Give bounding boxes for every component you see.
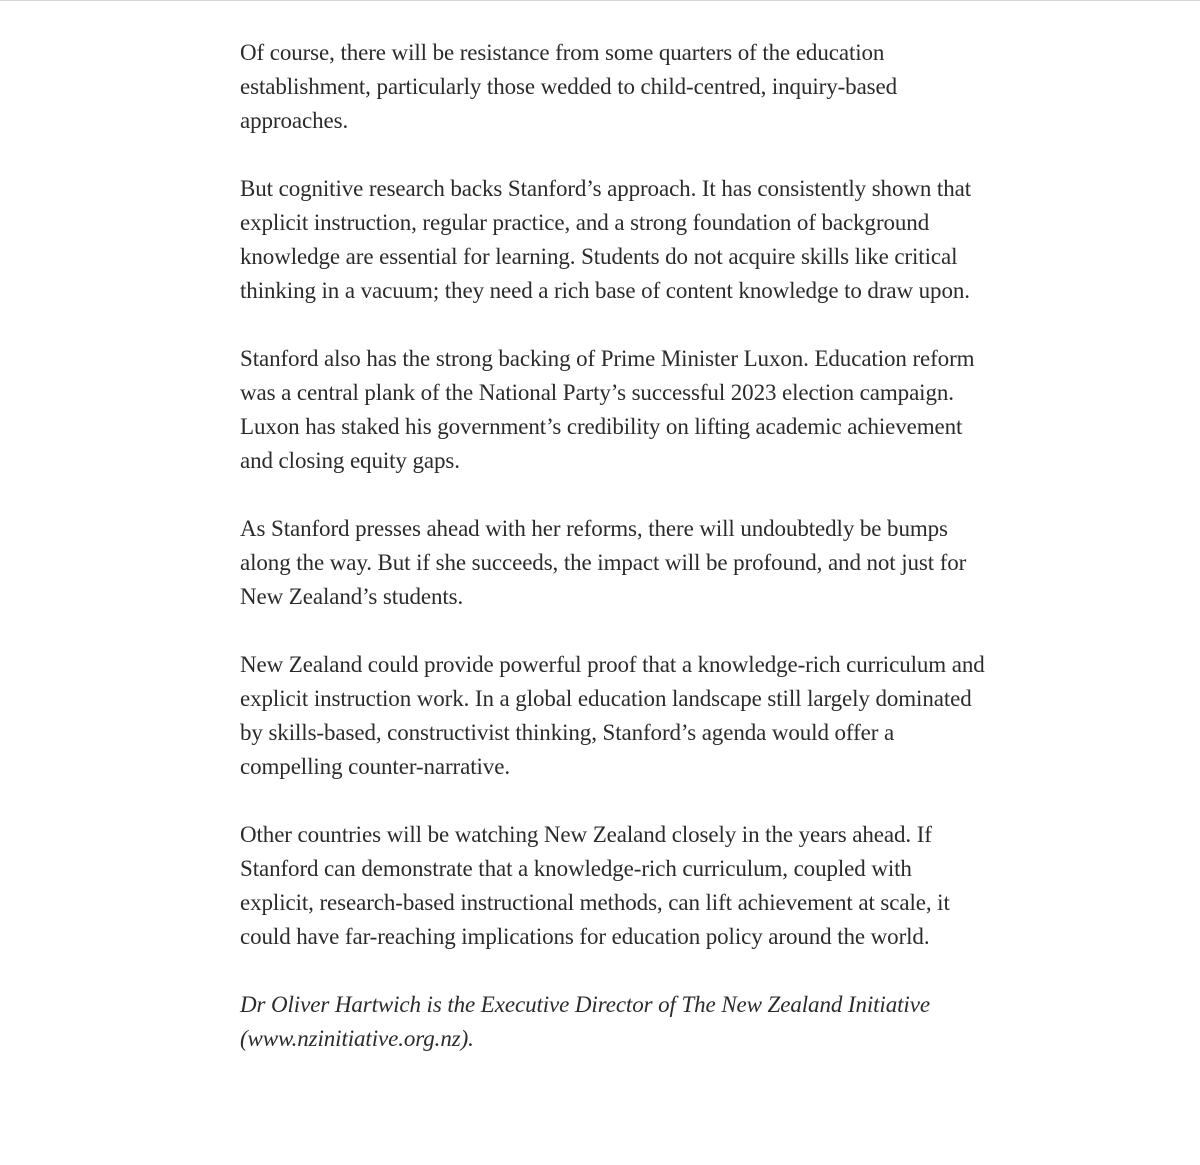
paragraph-other-countries: Other countries will be watching New Zealand closely in the years ahead. If Stanford can demonstrate that a knowledge-rich curriculum, coupled with explicit, research-based instructional methods, can lift achievement at scale, it could have far-reaching implications for education policy around the world. bbox=[240, 822, 950, 949]
article-body bbox=[240, 36, 985, 1056]
author-byline: Dr Oliver Hartwich is the Executive Director of The New Zealand Initiative (www.nzinitiative.org.nz). bbox=[240, 992, 930, 1051]
paragraph-powerful-proof: New Zealand could provide powerful proof that a knowledge-rich curriculum and explicit instruction work. In a global education landscape still largely dominated by skills-based, constructivist thinking, Stanford’s agenda would offer a compelling counter-narrative. bbox=[240, 652, 985, 779]
paragraph-reforms-ahead: As Stanford presses ahead with her reforms, there will undoubtedly be bumps along the way. But if she succeeds, the impact will be profound, and not just for New Zealand’s students. bbox=[240, 516, 967, 609]
top-divider bbox=[0, 0, 1200, 1]
paragraph-cognitive-research: But cognitive research backs Stanford’s approach. It has consistently shown that explicit instruction, regular practice, and a strong foundation of background knowledge are essential for learning. Students do not acquire skills like critical thinking in a vacuum; they need a rich base of content knowledge to draw upon. bbox=[240, 176, 972, 303]
paragraph-resistance: Of course, there will be resistance from some quarters of the education establishment, particularly those wedded to child-centred, inquiry-based approaches. bbox=[240, 40, 898, 133]
paragraph-prime-minister-backing: Stanford also has the strong backing of Prime Minister Luxon. Education reform was a central plank of the National Party’s successful 2023 election campaign. Luxon has staked his government’s credibility on lifting academic achievement and closing equity gaps. bbox=[240, 346, 975, 473]
